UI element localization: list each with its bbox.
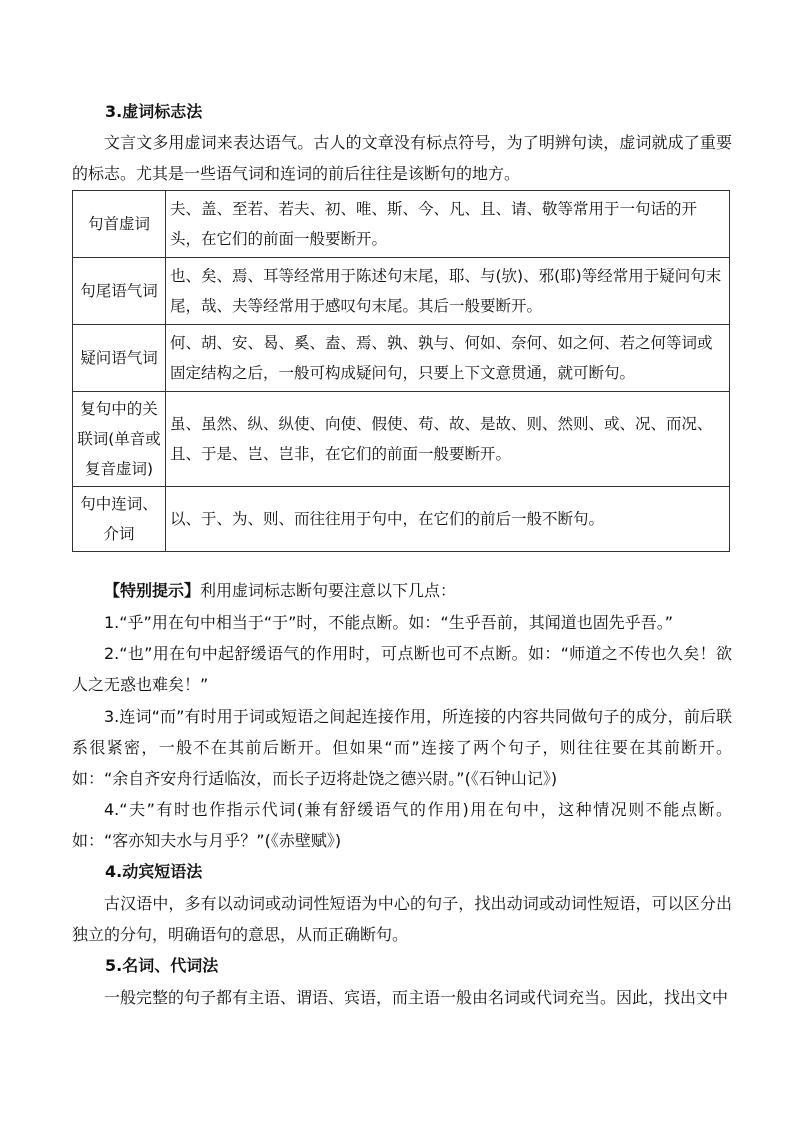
notes-intro-line [72,576,732,606]
note-item-3: 3.连词“而”有时用于词或短语之间起连接作用，所连接的内容共同做句子的成分，前后联系很紧密，一般不在其前后断开。但如果“而”连接了两个句子，则往往要在其前断开。如：“余自齐安舟行适临汝，而长子迈将赴饶之德兴尉。”(《石钟山记》) [72,707,732,788]
row-label: 疑问语气词 [73,325,166,392]
function-words-table [72,190,730,552]
section4-heading: 4.动宾短语法 [105,862,203,881]
row-content: 以、于、为、则、而往往用于句中，在它们的前后一般不断句。 [166,487,730,552]
row-label: 复句中的关联词(单音或复音虚词) [73,392,166,487]
note-item-4: 4.“夫”有时也作指示代词(兼有舒缓语气的作用)用在句中，这种情况则不能点断。如：“客亦知夫水与月乎？”(《赤壁赋》) [72,800,732,850]
table-row [73,258,730,325]
row-content: 夫、盖、至若、若夫、初、唯、斯、今、凡、且、请、敬等常用于一句话的开头，在它们的前面一般要断开。 [166,191,730,258]
section5-heading: 5.名词、代词法 [105,956,219,975]
table-row [73,325,730,392]
note-item-2: 2.“也”用在句中起舒缓语气的作用时，可点断也可不点断。如：“师道之不传也久矣！欲人之无惑也难矣！” [72,644,732,694]
special-tip-tag: 【特别提示】 [104,581,201,600]
table-row [73,392,730,487]
row-label: 句首虚词 [73,191,166,258]
section3-heading: 3.虚词标志法 [105,102,203,121]
section4-body: 古汉语中，多有以动词或动词性短语为中心的句子，找出动词或动词性短语，可以区分出独立的分句，明确语句的意思，从而正确断句。 [72,894,732,944]
section5-body: 一般完整的句子都有主语、谓语、宾语，而主语一般由名词或代词充当。因此，找出文中 [104,988,729,1007]
row-content: 也、矣、焉、耳等经常用于陈述句末尾，耶、与(欤)、邪(耶)等经常用于疑问句末尾，哉、夫等经常用于感叹句末尾。其后一般要断开。 [166,258,730,325]
row-content: 何、胡、安、曷、奚、盍、焉、孰、孰与、何如、奈何、如之何、若之何等词或固定结构之后，一般可构成疑问句，只要上下文意贯通，就可断句。 [166,325,730,392]
row-label: 句中连词、介词 [73,487,166,552]
table-row [73,191,730,258]
note-item-1: 1.“乎”用在句中相当于“于”时，不能点断。如：“生乎吾前，其闻道也固先乎吾。” [104,613,674,632]
section3-intro: 文言文多用虚词来表达语气。古人的文章没有标点符号，为了明辨句读，虚词就成了重要的标志。尤其是一些语气词和连词的前后往往是该断句的地方。 [72,133,732,183]
special-tip-intro: 利用虚词标志断句要注意以下几点： [200,581,457,600]
table-row [73,487,730,552]
row-label: 句尾语气词 [73,258,166,325]
row-content: 虽、虽然、纵、纵使、向使、假使、苟、故、是故、则、然则、或、况、而况、且、于是、岂、岂非，在它们的前面一般要断开。 [166,392,730,487]
